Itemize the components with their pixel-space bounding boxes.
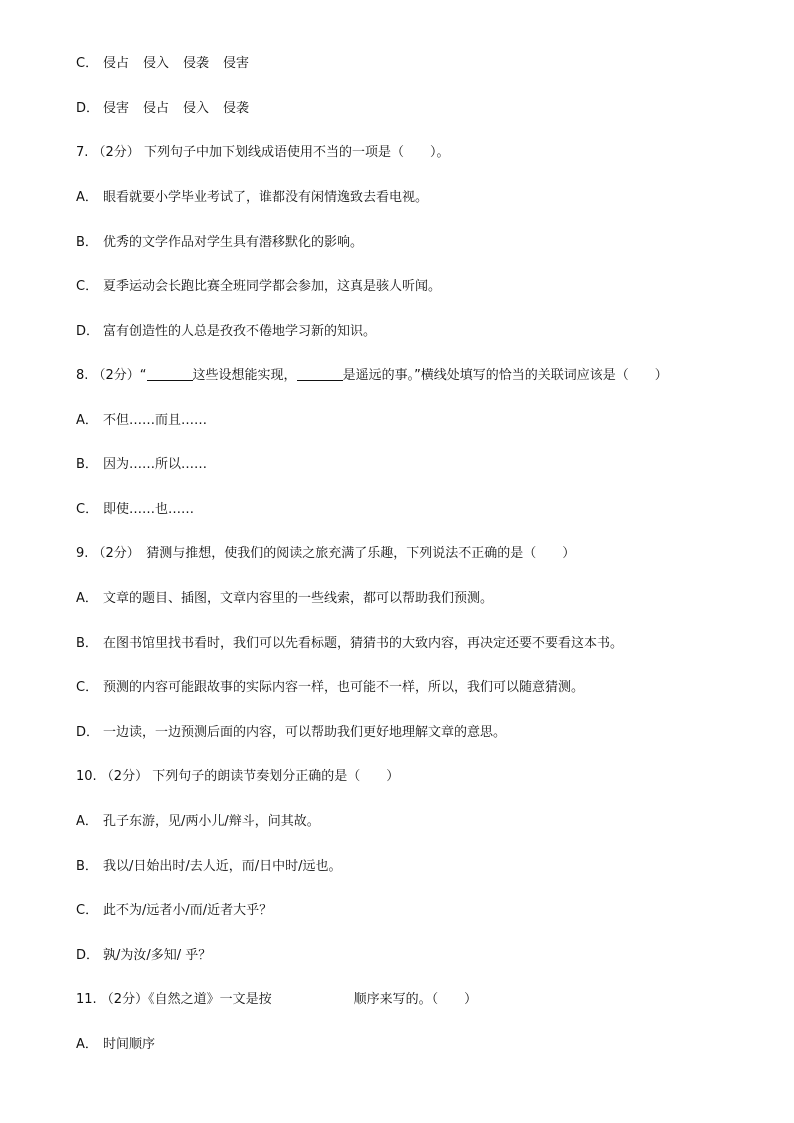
q9-option-d [76, 723, 506, 743]
q9-option-b [76, 634, 623, 654]
option-letter: C． [76, 56, 99, 71]
option-text: 不但……而且…… [103, 413, 208, 428]
question-7-stem: 7. （2分） 下列句子中加下划线成语使用不当的一项是（ ）。 [76, 145, 450, 160]
option-word: 侵袭 [183, 56, 210, 71]
option-letter: D． [76, 948, 100, 963]
option-letter: A． [76, 190, 98, 205]
q8-option-b [76, 455, 207, 475]
option-text: 文章的题目、插图，文章内容里的一些线索，都可以帮助我们预测。 [103, 591, 494, 606]
q8-stem-middle: 这些设想能实现， [192, 368, 297, 383]
option-text: 眼看就要小学毕业考试了，谁都没有闲情逸致去看电视。 [103, 190, 429, 205]
q10-option-a [76, 812, 320, 832]
option-letter: D． [76, 725, 100, 740]
option-letter: D． [76, 101, 100, 116]
q8-option-c [76, 500, 194, 520]
option-letter: D． [76, 324, 100, 339]
option-letter: A． [76, 814, 98, 829]
option-letter: C． [76, 279, 99, 294]
option-letter: C． [76, 680, 99, 695]
option-text: 优秀的文学作品对学生具有潜移默化的影响。 [103, 235, 364, 250]
option-word: 侵害 [103, 101, 130, 116]
option-letter: C． [76, 502, 99, 517]
question-9-stem: 9. （2分） 猜测与推想，使我们的阅读之旅充满了乐趣，下列说法不正确的是（ ） [76, 546, 576, 561]
fill-blank-underline [147, 366, 193, 381]
q9-option-c [76, 678, 584, 698]
q11-stem-prefix: 11. （2分）《自然之道》一文是按 [76, 992, 272, 1007]
option-word: 侵袭 [223, 101, 250, 116]
option-letter: B． [76, 859, 98, 874]
option-text: 夏季运动会长跑比赛全班同学都会参加，这真是骇人听闻。 [103, 279, 442, 294]
option-text: 即使……也…… [103, 502, 195, 517]
option-letter: B． [76, 636, 98, 651]
q8-stem-suffix: 是遥远的事。”横线处填写的恰当的关联词应该是（ ） [342, 368, 668, 383]
question-10-stem: 10. （2分） 下列句子的朗读节奏划分正确的是（ ） [76, 769, 400, 784]
option-word: 侵入 [183, 101, 210, 116]
q7-option-b [76, 233, 363, 253]
q7-option-a [76, 188, 428, 208]
option-letter: A． [76, 591, 98, 606]
option-word: 侵入 [143, 56, 170, 71]
q9-option-a [76, 589, 493, 609]
option-text: 因为……所以…… [103, 457, 208, 472]
option-text: 时间顺序 [103, 1037, 156, 1052]
option-letter: B． [76, 457, 98, 472]
q6-option-c [76, 54, 249, 74]
q8-stem-prefix: 8. （2分）“ [76, 368, 147, 383]
option-text: 在图书馆里找书看时，我们可以先看标题，猜猜书的大致内容，再决定还要不要看这本书。 [103, 636, 624, 651]
option-text: 孔子东游，见/两小儿/辩斗，问其故。 [103, 814, 320, 829]
q11-stem-suffix: 顺序来写的。（ ） [353, 992, 478, 1007]
option-letter: B． [76, 235, 98, 250]
option-text: 我以/日始出时/去人近，而/日中时/远也。 [103, 859, 342, 874]
option-word: 侵害 [223, 56, 250, 71]
q6-option-d [76, 99, 249, 119]
q10-option-c [76, 901, 272, 921]
option-word: 侵占 [143, 101, 170, 116]
option-word: 侵占 [103, 56, 130, 71]
q7-option-c [76, 277, 441, 297]
option-letter: C． [76, 903, 99, 918]
q8-option-a [76, 411, 207, 431]
q10-option-b [76, 857, 342, 877]
q10-option-d [76, 946, 211, 966]
option-text: 此不为/远者小/而/近者大乎？ [103, 903, 273, 918]
fill-blank-underline [297, 366, 343, 381]
option-text: 富有创造性的人总是孜孜不倦地学习新的知识。 [103, 324, 377, 339]
option-letter: A． [76, 413, 98, 428]
option-text: 预测的内容可能跟故事的实际内容一样，也可能不一样，所以，我们可以随意猜测。 [103, 680, 585, 695]
question-8-stem [76, 366, 668, 386]
q11-option-a [76, 1035, 155, 1055]
option-text: 孰/为汝/多知/ 乎？ [103, 948, 212, 963]
option-letter: A． [76, 1037, 98, 1052]
q7-option-d [76, 322, 376, 342]
option-text: 一边读，一边预测后面的内容，可以帮助我们更好地理解文章的意思。 [103, 725, 507, 740]
question-11-stem [76, 990, 477, 1010]
